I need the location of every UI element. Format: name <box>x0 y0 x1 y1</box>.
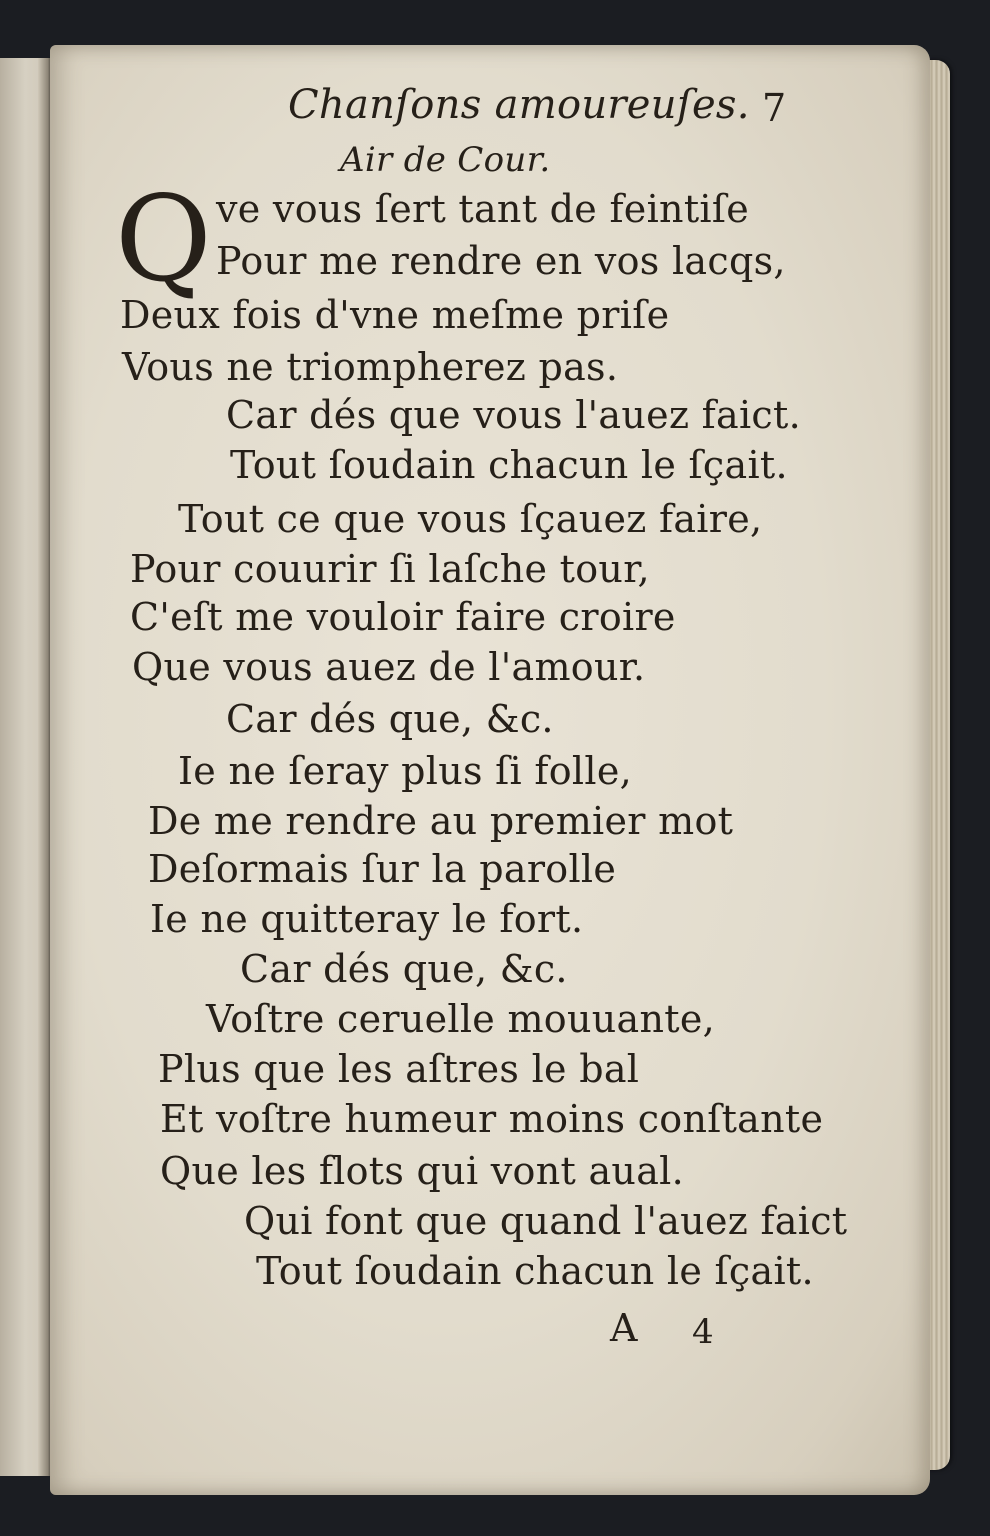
verse-line: Tout ce que vous ſçauez faire, <box>178 497 763 541</box>
running-head: Chanſons amoureuſes. <box>288 82 750 128</box>
drop-cap: Q <box>115 170 213 308</box>
verse-line: Tout ſoudain chacun le ſçait. <box>256 1249 814 1293</box>
verse-line: Pour me rendre en vos lacqs, <box>216 239 786 283</box>
verse-line: Deſormais ſur la parolle <box>148 847 617 891</box>
section-title: Air de Cour. <box>340 140 551 180</box>
signature-number: 4 <box>692 1312 714 1352</box>
verse-line: Plus que les aſtres le bal <box>158 1047 640 1091</box>
verse-line: Et voſtre humeur moins conſtante <box>160 1097 824 1141</box>
verse-line: Deux fois d'vne meſme priſe <box>120 293 670 337</box>
verse-line: Tout ſoudain chacun le ſçait. <box>230 443 788 487</box>
verse-line: Que vous auez de l'amour. <box>132 645 646 689</box>
verse-line: Pour couurir ſi laſche tour, <box>130 547 650 591</box>
verse-line: Qui font que quand l'auez faict <box>244 1199 848 1243</box>
verse-line: ve vous ſert tant de feintiſe <box>216 187 749 231</box>
verse-line: Vous ne triompherez pas. <box>122 345 619 389</box>
page-number: 7 <box>762 86 787 130</box>
verse-line: Ie ne ſeray plus ſi folle, <box>178 749 632 793</box>
verse-line: De me rendre au premier mot <box>148 799 734 843</box>
verse-line: Voſtre ceruelle mouuante, <box>206 997 715 1041</box>
verse-line: Ie ne quitteray le fort. <box>150 897 584 941</box>
verse-line: Que les flots qui vont aual. <box>160 1149 684 1193</box>
signature-mark: A <box>610 1306 638 1350</box>
verse-line: Car dés que vous l'auez faict. <box>226 393 801 437</box>
verse-line: Car dés que, &c. <box>226 697 554 741</box>
verse-line: Car dés que, &c. <box>240 947 568 991</box>
verse-line: C'eſt me vouloir faire croire <box>130 595 676 639</box>
